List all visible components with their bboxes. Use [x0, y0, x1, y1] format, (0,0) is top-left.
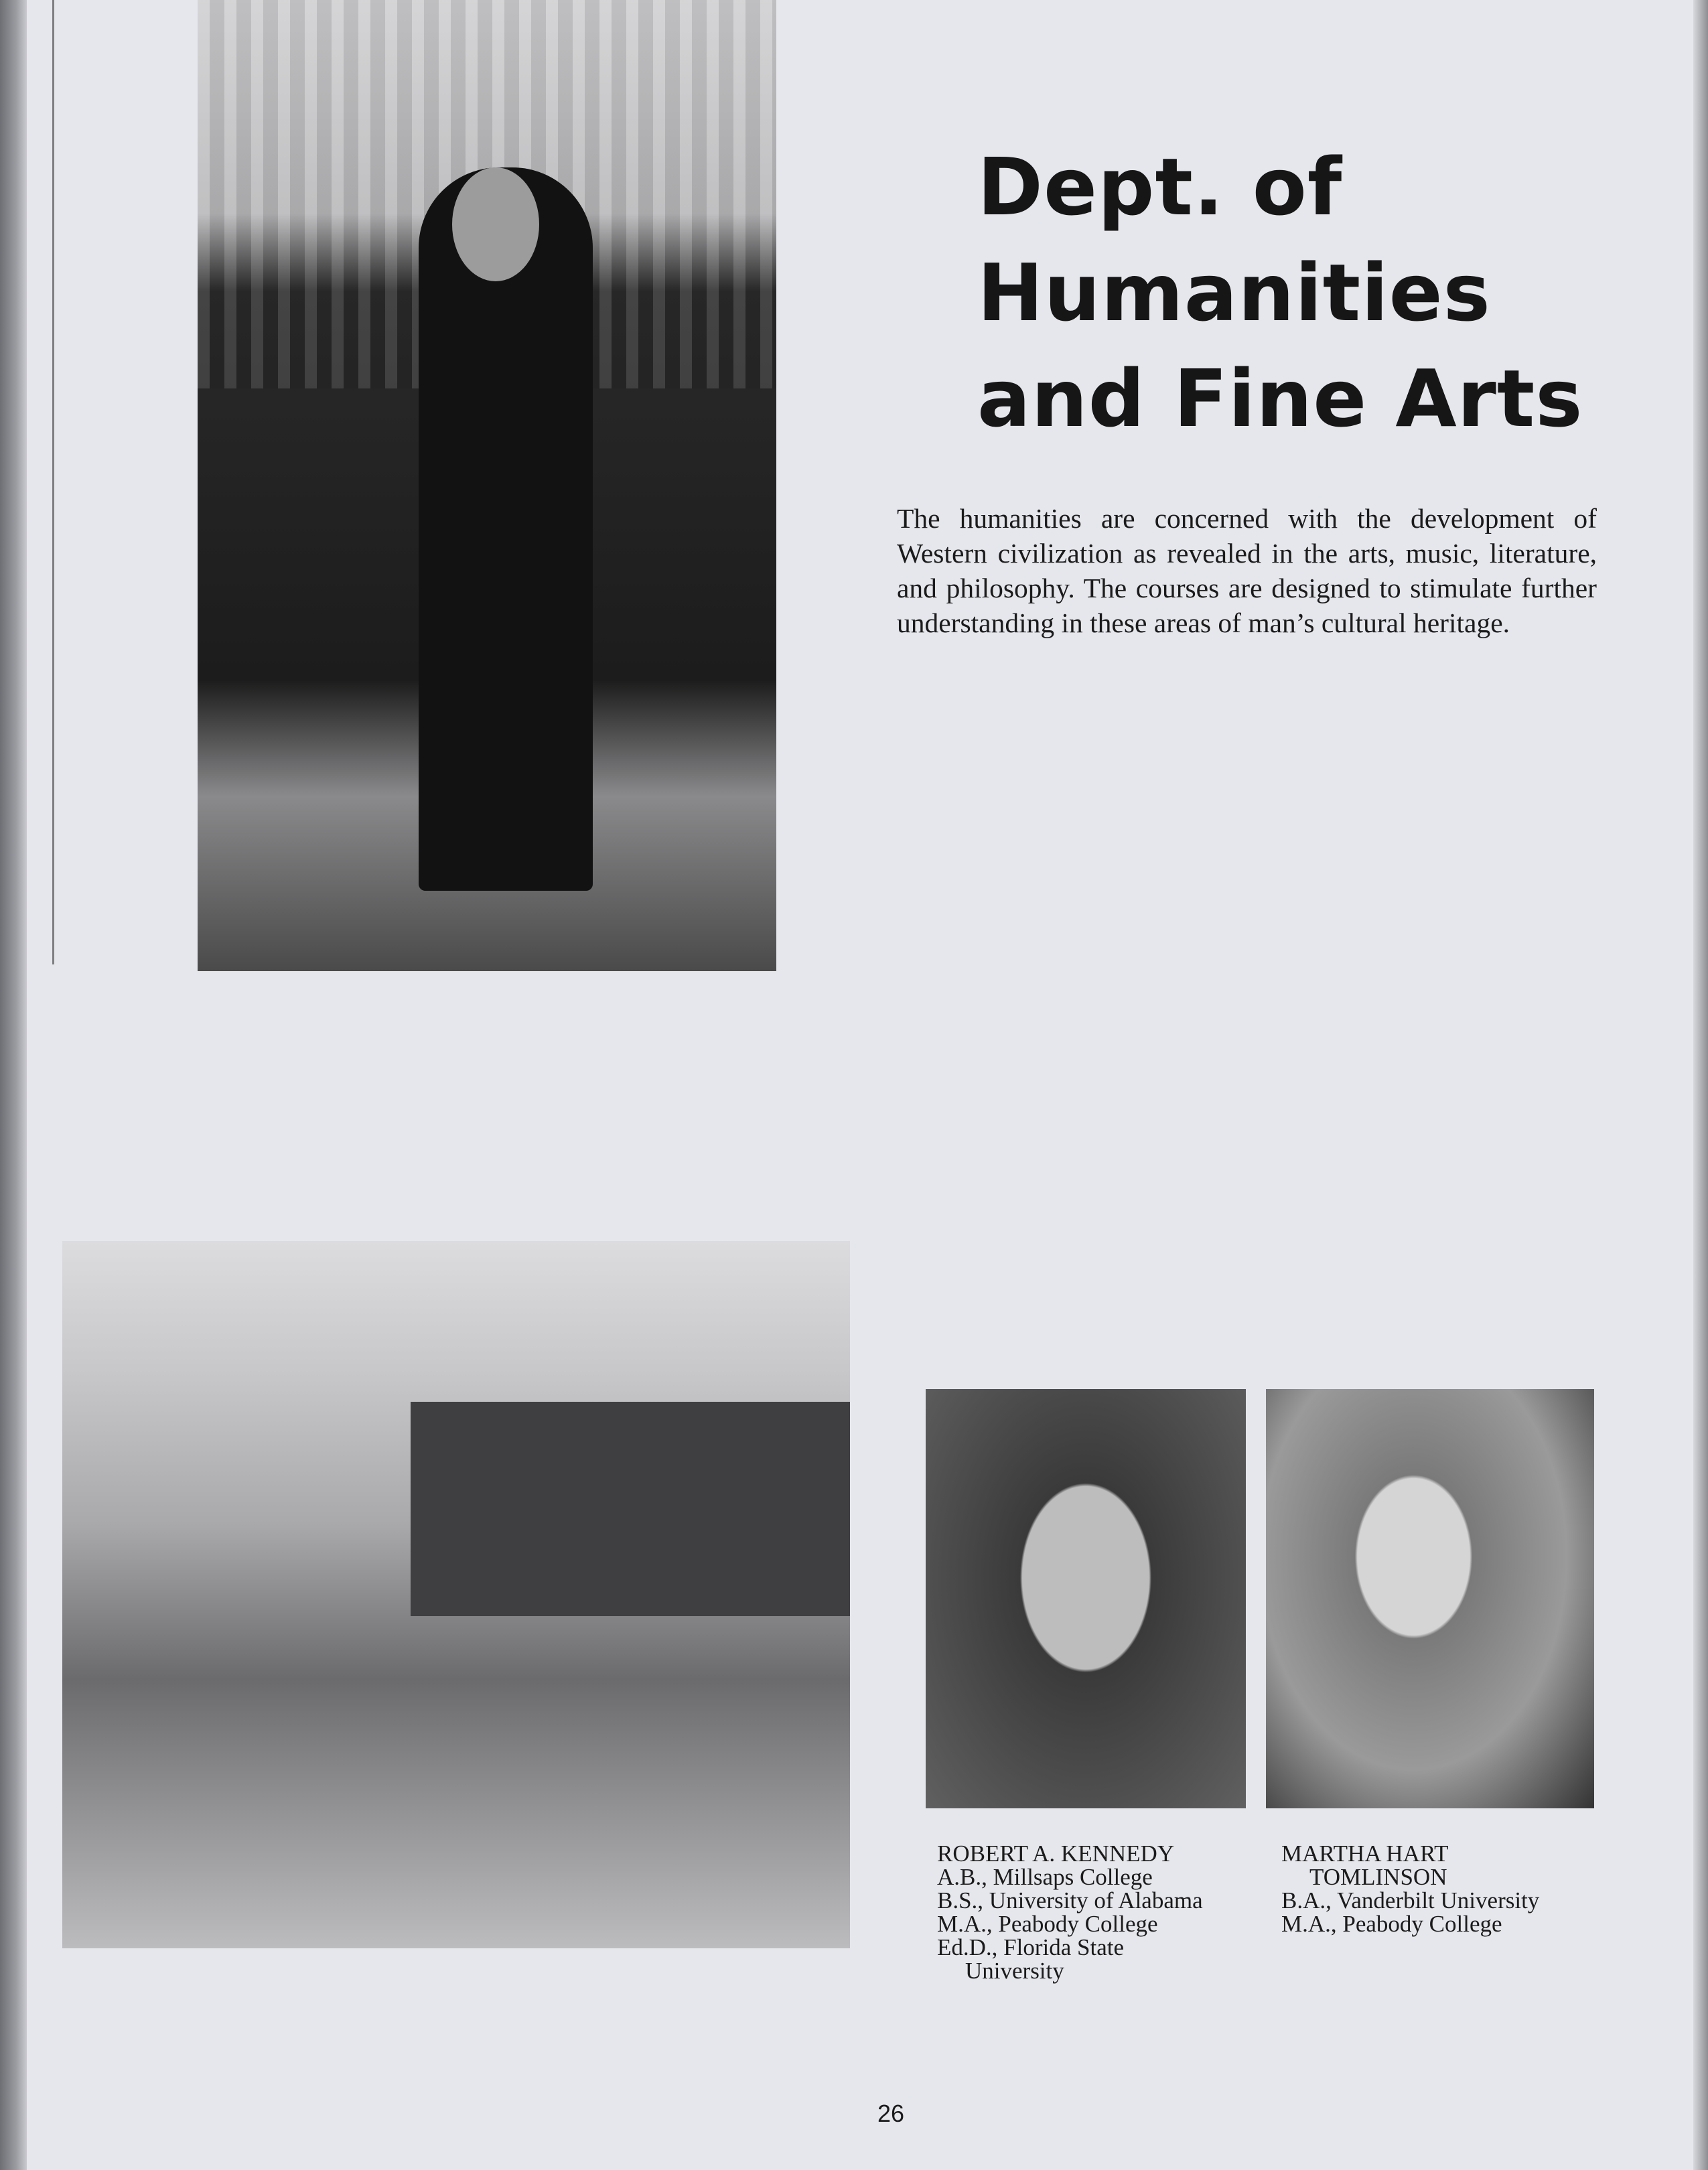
portrait-kennedy: [926, 1389, 1246, 1808]
faculty-name: MARTHA HART: [1281, 1840, 1449, 1867]
chalkboard: [411, 1402, 850, 1616]
title-line: and Fine Arts: [977, 352, 1583, 445]
page-fold-line: [52, 0, 54, 964]
page-title: [977, 134, 1583, 451]
director-head: [452, 167, 539, 281]
faculty-caption-kennedy: [937, 1842, 1203, 1982]
faculty-degree: Ed.D., Florida State: [937, 1934, 1124, 1960]
faculty-caption-tomlinson: [1281, 1842, 1539, 1936]
faculty-degree: A.B., Millsaps College: [937, 1864, 1153, 1890]
book-binding: [0, 0, 27, 2170]
intro-paragraph: The humanities are concerned with the development of Western civilization as revealed in the arts, music, literature, and philosophy. The courses are designed to stimulate further understanding in these areas of man’s cultural heritage.: [897, 503, 1597, 638]
faculty-degree: B.S., University of Alabama: [937, 1887, 1203, 1913]
faculty-degree: B.A., Vanderbilt University: [1281, 1887, 1540, 1913]
page-edge: [1693, 0, 1708, 2170]
choir-director-photo: [198, 0, 776, 971]
faculty-name-cont: TOMLINSON: [1309, 1864, 1447, 1890]
portrait-tomlinson: [1266, 1389, 1594, 1808]
faculty-name: ROBERT A. KENNEDY: [937, 1840, 1175, 1867]
title-line: Humanities: [977, 246, 1491, 339]
classroom-photo: [62, 1241, 850, 1948]
faculty-degree: M.A., Peabody College: [1281, 1911, 1502, 1937]
faculty-degree: University: [965, 1958, 1064, 1984]
title-line: Dept. of: [977, 141, 1343, 233]
page-number: 26: [877, 2100, 905, 2127]
faculty-degree: M.A., Peabody College: [937, 1911, 1158, 1937]
